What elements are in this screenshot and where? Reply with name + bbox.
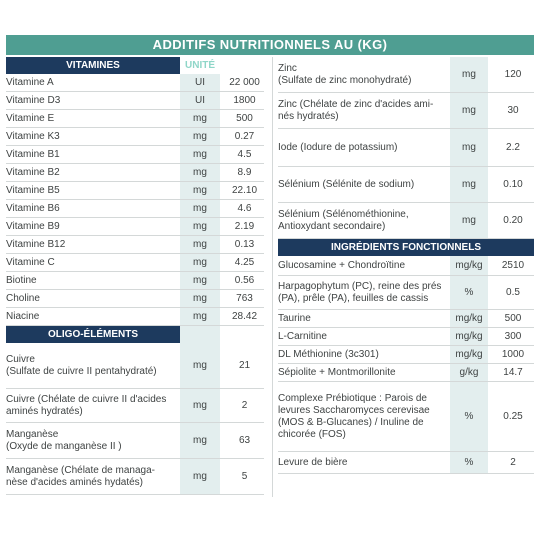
section-header-oligo <box>6 326 264 343</box>
table-row <box>6 236 264 254</box>
table-row <box>6 128 264 146</box>
table-row <box>6 290 264 308</box>
row-name: Vitamine E <box>6 112 55 124</box>
row-value: 2.2 <box>506 142 520 153</box>
row-unit: mg/kg <box>450 256 488 275</box>
row-value: 763 <box>236 293 253 304</box>
row-name: Zinc (Chélate de zinc d'acides ami- nés hydratés) <box>278 98 434 122</box>
row-value: 0.27 <box>234 131 255 142</box>
row-name: Vitamine A <box>6 76 54 88</box>
section-header-fonctionnels <box>278 239 534 256</box>
row-name: Vitamine B5 <box>6 184 60 196</box>
row-value: 4.5 <box>237 149 252 160</box>
row-value: 21 <box>238 360 251 371</box>
row-value: 4.25 <box>234 257 255 268</box>
row-value: 14.7 <box>503 367 523 378</box>
table-row <box>6 254 264 272</box>
table-row <box>6 200 264 218</box>
row-value: 22.10 <box>231 185 258 196</box>
row-unit: mg <box>180 110 220 127</box>
row-name: Sélénium (Sélénite de sodium) <box>278 178 415 190</box>
row-value: 0.56 <box>234 275 255 286</box>
unit-header: UNITÉ <box>180 57 220 74</box>
row-unit: mg <box>450 129 488 166</box>
table-row <box>6 182 264 200</box>
row-value: 5 <box>241 471 248 482</box>
row-name: Harpagophytum (PC), reine des prés (PA), prêle (PA), feuilles de cassis <box>278 280 442 304</box>
row-value: 0.20 <box>503 215 523 226</box>
vitamines-rows <box>6 74 264 326</box>
table-row <box>278 167 534 203</box>
row-unit: mg <box>180 423 220 458</box>
table-row <box>278 276 534 310</box>
row-name: Iode (Iodure de potassium) <box>278 141 398 153</box>
row-name: L-Carnitine <box>278 330 327 342</box>
row-unit: mg <box>180 308 220 325</box>
row-unit: mg <box>180 218 220 235</box>
row-value: 2510 <box>501 260 525 271</box>
table-row <box>6 146 264 164</box>
row-unit: mg <box>450 93 488 128</box>
row-unit: % <box>450 382 488 451</box>
row-name: Taurine <box>278 312 311 324</box>
row-value: 500 <box>504 313 522 324</box>
row-unit: mg <box>450 57 488 92</box>
row-value: 30 <box>507 105 519 116</box>
table-row <box>6 308 264 326</box>
table-row <box>278 203 534 239</box>
table-row <box>6 389 264 423</box>
row-unit: % <box>450 452 488 473</box>
section-title: VITAMINES <box>66 60 120 71</box>
row-unit: mg/kg <box>450 346 488 363</box>
row-unit: g/kg <box>450 364 488 381</box>
row-unit: mg <box>180 272 220 289</box>
row-name: Manganèse (Oxyde de manganèse II ) <box>6 428 122 452</box>
row-value: 1000 <box>501 349 525 360</box>
row-value: 0.10 <box>503 179 523 190</box>
header-unit-cell <box>180 326 220 343</box>
row-unit: mg <box>180 459 220 494</box>
table-row <box>278 346 534 364</box>
row-name: Glucosamine + Chondroïtine <box>278 259 406 271</box>
row-name: Levure de bière <box>278 456 348 468</box>
row-unit: mg <box>180 146 220 163</box>
row-unit: mg <box>180 389 220 422</box>
section-title: INGRÉDIENTS FONCTIONNELS <box>330 242 481 253</box>
row-unit: mg <box>180 164 220 181</box>
table-row <box>6 218 264 236</box>
row-name: Cuivre (Chélate de cuivre II d'acides aminés hydratés) <box>6 393 167 417</box>
row-unit: mg <box>180 128 220 145</box>
row-name: Vitamine D3 <box>6 94 61 106</box>
row-value: 500 <box>236 113 253 124</box>
row-value: 0.5 <box>506 287 520 298</box>
row-name: DL Méthionine (3c301) <box>278 348 379 360</box>
row-name: Zinc (Sulfate de zinc monohydraté) <box>278 62 412 86</box>
table-row <box>278 328 534 346</box>
row-name: Complexe Prébiotique : Parois de levures Saccharomyces cerevisae (MOS & B-Glucanes) / Inuline de chicorée (FOS) <box>278 392 430 440</box>
row-unit: mg <box>450 203 488 238</box>
row-value: 2 <box>510 457 516 468</box>
row-value: 63 <box>238 435 251 446</box>
table-row <box>278 57 534 93</box>
row-name: Cuivre (Sulfate de cuivre II pentahydraté) <box>6 353 157 377</box>
row-unit: mg <box>180 254 220 271</box>
row-unit: mg/kg <box>450 310 488 327</box>
row-value: 8.9 <box>237 167 252 178</box>
header-value-cell <box>225 57 264 74</box>
table-row <box>278 129 534 167</box>
row-name: Vitamine K3 <box>6 130 60 142</box>
table-row <box>278 256 534 276</box>
table-row <box>6 164 264 182</box>
table-title: ADDITIFS NUTRITIONNELS AU (KG) <box>6 35 534 55</box>
row-value: 4.6 <box>237 203 252 214</box>
table-row <box>6 423 264 459</box>
row-unit: mg <box>180 182 220 199</box>
row-unit: mg <box>180 343 220 388</box>
row-name: Biotine <box>6 274 37 286</box>
row-name: Sépiolite + Montmorillonite <box>278 366 396 378</box>
section-title: OLIGO-ÉLÉMENTS <box>48 329 138 340</box>
table-row <box>6 74 264 92</box>
row-value: 28.42 <box>231 311 258 322</box>
header-value-cell <box>225 326 264 343</box>
row-name: Sélénium (Sélénométhionine, Antioxydant secondaire) <box>278 208 409 232</box>
row-value: 0.13 <box>234 239 255 250</box>
table-row <box>278 382 534 452</box>
row-unit: mg <box>180 200 220 217</box>
row-value: 120 <box>504 69 522 80</box>
table-row <box>278 93 534 129</box>
row-name: Vitamine B6 <box>6 202 60 214</box>
table-row <box>6 110 264 128</box>
row-name: Vitamine B2 <box>6 166 60 178</box>
row-value: 2.19 <box>234 221 255 232</box>
row-value: 0.25 <box>503 411 523 422</box>
row-unit: UI <box>180 92 220 109</box>
row-value: 300 <box>504 331 522 342</box>
row-unit: UI <box>180 74 220 91</box>
row-name: Manganèse (Chélate de managa- nèse d'acides aminés hydatés) <box>6 464 155 488</box>
oligo-rows-right <box>278 57 534 239</box>
table-row <box>6 459 264 495</box>
table-row <box>6 272 264 290</box>
row-name: Choline <box>6 292 40 304</box>
table-row <box>278 364 534 382</box>
left-column <box>6 57 264 495</box>
row-value: 1800 <box>233 95 256 106</box>
row-name: Vitamine B9 <box>6 220 60 232</box>
fonctionnels-rows <box>278 256 534 474</box>
row-unit: mg/kg <box>450 328 488 345</box>
table-row <box>6 92 264 110</box>
table-row <box>278 452 534 474</box>
row-unit: % <box>450 276 488 309</box>
table-row <box>278 310 534 328</box>
right-column <box>278 57 534 474</box>
row-unit: mg <box>180 236 220 253</box>
table-row <box>6 343 264 389</box>
column-divider <box>272 57 273 497</box>
row-unit: mg <box>450 167 488 202</box>
section-header-vitamines <box>6 57 264 74</box>
row-name: Niacine <box>6 310 40 322</box>
row-value: 2 <box>241 400 248 411</box>
oligo-rows-left <box>6 343 264 495</box>
row-unit: mg <box>180 290 220 307</box>
row-name: Vitamine B1 <box>6 148 60 160</box>
row-name: Vitamine C <box>6 256 55 268</box>
row-value: 22 000 <box>229 77 260 88</box>
row-name: Vitamine B12 <box>6 238 66 250</box>
